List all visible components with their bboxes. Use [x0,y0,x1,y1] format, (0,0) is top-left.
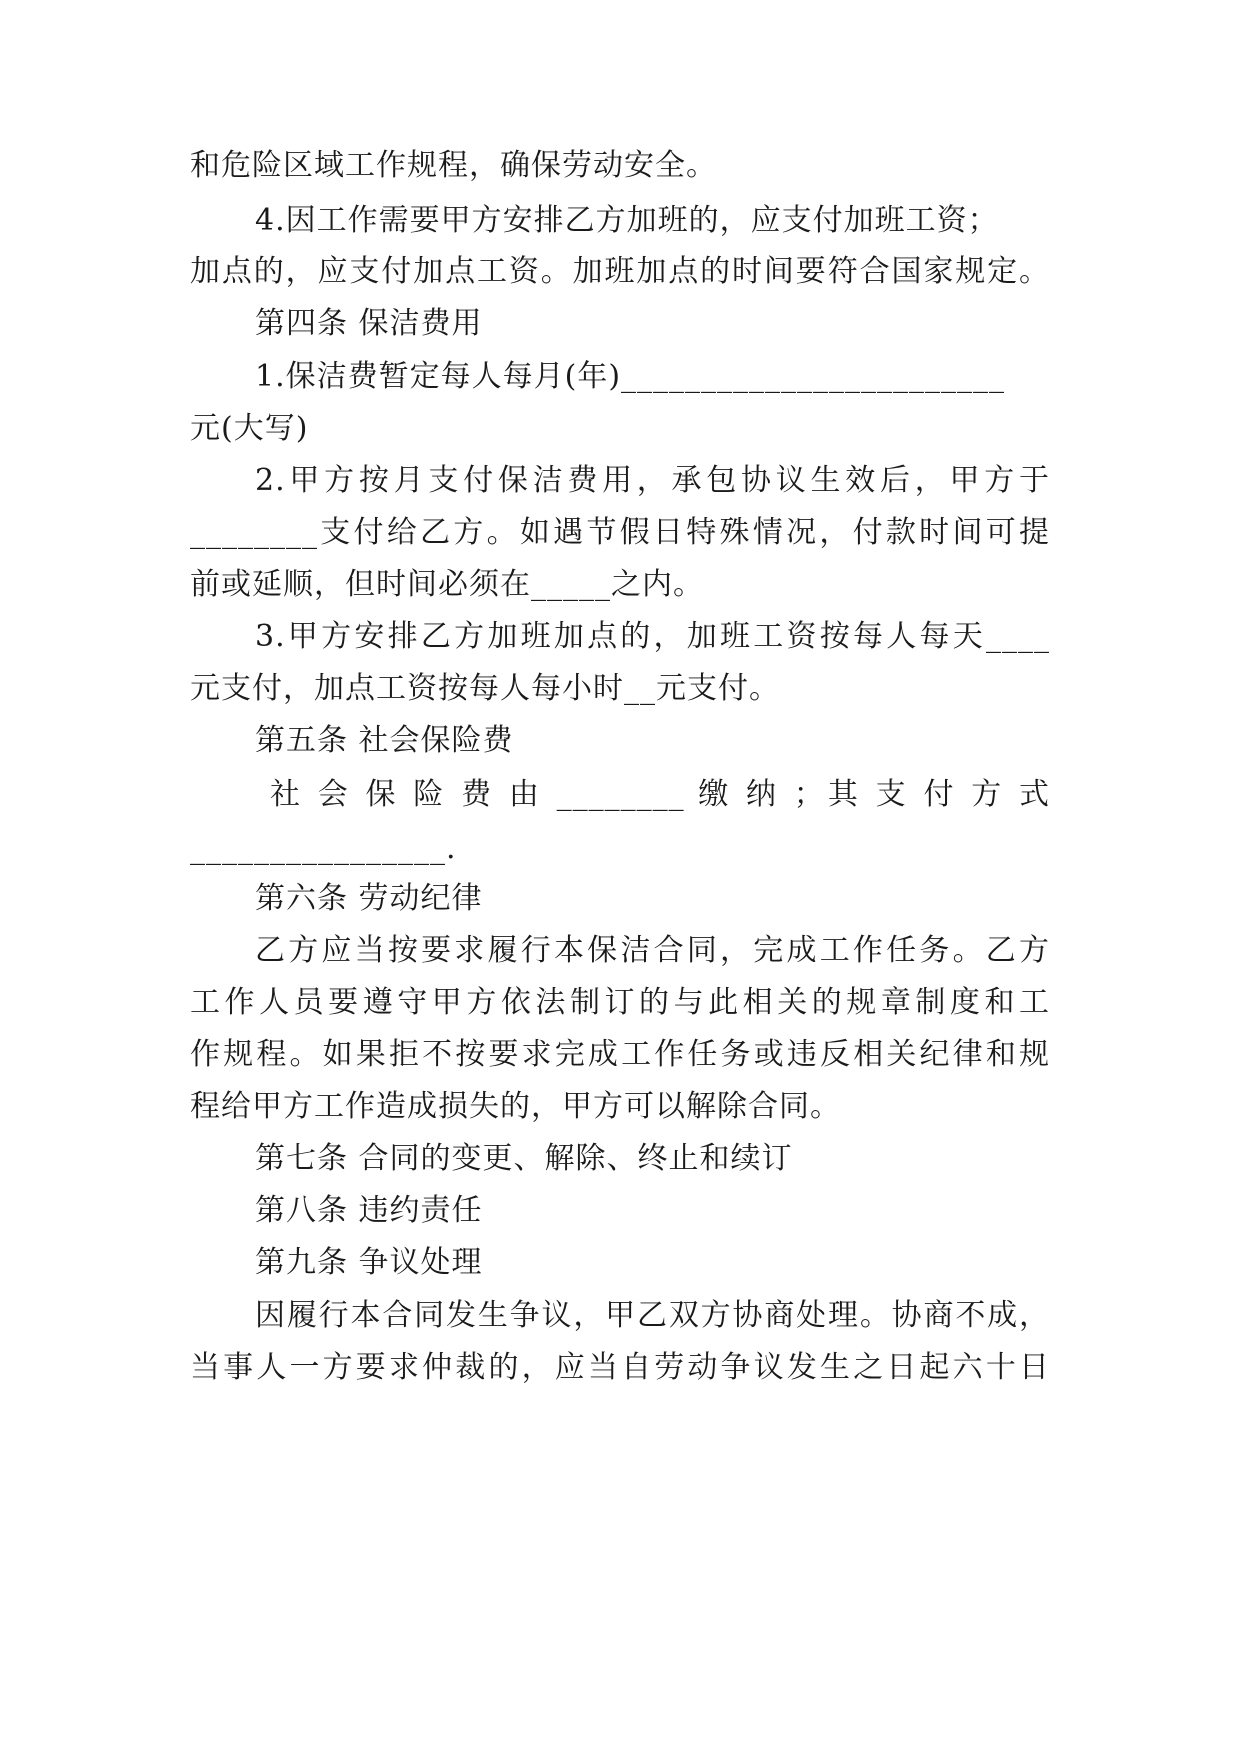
paragraph-line: 4.因工作需要甲方安排乙方加班的，应支付加班工资； [255,203,999,238]
paragraph-line: 当事人一方要求仲裁的，应当自劳动争议发生之日起六十日 [190,1350,1050,1385]
paragraph-line: 因履行本合同发生争议，甲乙双方协商处理。协商不成， [255,1298,1050,1333]
paragraph-line: 社 会 保 险 费 由 ________ 缴 纳 ；其 支 付 方 式 [270,777,1050,812]
paragraph-line: 加点的，应支付加点工资。加班加点的时间要符合国家规定。 [190,254,1050,289]
section-heading: 第六条 劳动纪律 [255,881,483,916]
paragraph-line: ________支付给乙方。如遇节假日特殊情况，付款时间可提 [190,515,1050,550]
section-heading: 第五条 社会保险费 [255,723,514,758]
paragraph-line: 乙方应当按要求履行本保洁合同，完成工作任务。乙方 [255,933,1050,968]
section-heading: 第七条 合同的变更、解除、终止和续订 [255,1141,793,1176]
section-heading: 第九条 争议处理 [255,1245,483,1280]
paragraph-line: 作规程。如果拒不按要求完成工作任务或违反相关纪律和规 [190,1037,1050,1072]
paragraph-line: 和危险区域工作规程，确保劳动安全。 [190,148,717,183]
section-heading: 第四条 保洁费用 [255,306,483,341]
paragraph-line: 1.保洁费暂定每人每月(年)________________________ [255,359,1006,394]
paragraph-line: ________________. [190,831,457,866]
paragraph-line: 3.甲方安排乙方加班加点的，加班工资按每人每天____ [255,619,1050,654]
paragraph-line: 程给甲方工作造成损失的，甲方可以解除合同。 [190,1089,841,1124]
section-heading: 第八条 违约责任 [255,1193,483,1228]
paragraph-line: 前或延顺，但时间必须在_____之内。 [190,567,704,602]
paragraph-line: 2.甲方按月支付保洁费用，承包协议生效后，甲方于 [255,463,1050,498]
paragraph-line: 元支付，加点工资按每人每小时__元支付。 [190,671,780,706]
paragraph-line: 元(大写) [190,411,309,446]
paragraph-line: 工作人员要遵守甲方依法制订的与此相关的规章制度和工 [190,985,1050,1020]
